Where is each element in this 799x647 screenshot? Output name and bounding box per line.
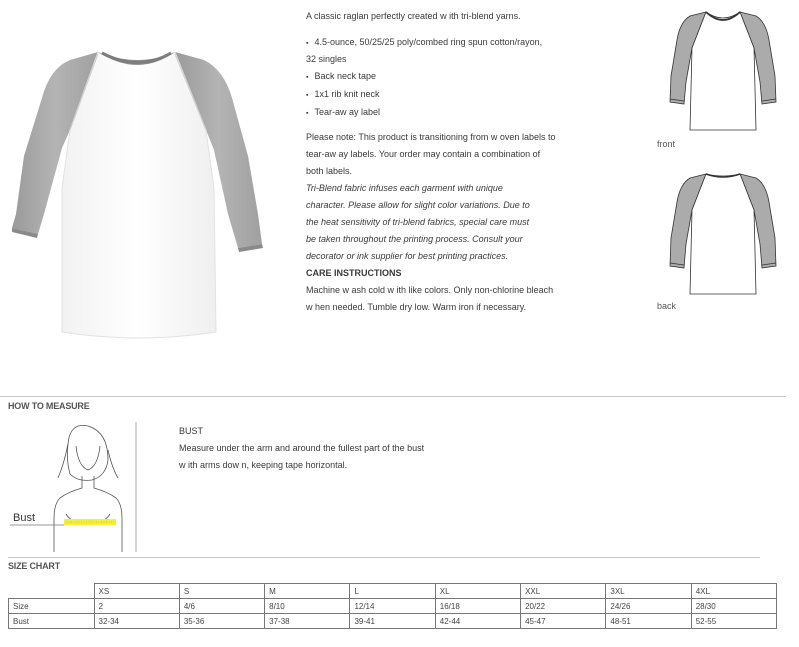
section-divider <box>0 396 786 397</box>
size-header-cell: M <box>265 584 350 599</box>
table-cell: 37-38 <box>265 614 350 629</box>
triblend-line: the heat sensitivity of tri-blend fabrics, special care must <box>306 217 530 227</box>
table-cell: 32-34 <box>94 614 179 629</box>
size-header-cell: 4XL <box>691 584 776 599</box>
feature-item: ▪ Tear-aw ay label <box>306 104 380 122</box>
measure-line: Measure under the arm and around the fullest part of the bust <box>179 443 425 453</box>
product-photo <box>10 38 265 348</box>
measure-line: w ith arms dow n, keeping tape horizontal. <box>179 460 348 470</box>
table-cell: 45-47 <box>521 614 606 629</box>
front-view-drawing <box>668 6 778 134</box>
note-line: both labels. <box>306 166 353 176</box>
table-cell: 8/10 <box>265 599 350 614</box>
triblend-line: Tri-Blend fabric infuses each garment with unique <box>306 183 503 193</box>
measure-title: BUST <box>179 426 204 436</box>
back-view-drawing <box>668 168 778 298</box>
size-header-cell: XL <box>435 584 520 599</box>
table-cell: 4/6 <box>179 599 264 614</box>
measure-instructions <box>179 423 424 474</box>
table-row <box>9 614 777 629</box>
size-chart-heading: SIZE CHART <box>8 561 61 571</box>
feature-continuation: 32 singles <box>306 54 347 64</box>
size-header-cell: S <box>179 584 264 599</box>
table-cell: 42-44 <box>435 614 520 629</box>
woman-figure-icon <box>8 420 140 554</box>
size-header-cell: XS <box>94 584 179 599</box>
feature-list-rest <box>306 68 380 122</box>
table-cell: 12/14 <box>350 599 435 614</box>
size-header-cell: 3XL <box>606 584 691 599</box>
front-label: front <box>657 139 676 149</box>
feature-item: ▪ 4.5-ounce, 50/25/25 poly/combed ring spun cotton/rayon, <box>306 34 542 52</box>
table-cell: 24/26 <box>606 599 691 614</box>
bust-figure <box>8 420 140 554</box>
product-description: A classic raglan perfectly created w ith tri-blend yarns. <box>306 11 521 21</box>
table-cell: 48-51 <box>606 614 691 629</box>
table-cell: 16/18 <box>435 599 520 614</box>
transition-note <box>306 129 555 316</box>
table-row <box>9 599 777 614</box>
care-line: w hen needed. Tumble dry low. Warm iron if necessary. <box>306 302 527 312</box>
row-label-cell: Size <box>9 599 95 614</box>
table-cell: 35-36 <box>179 614 264 629</box>
table-cell: 52-55 <box>691 614 776 629</box>
table-cell: 2 <box>94 599 179 614</box>
table-cell: 39-41 <box>350 614 435 629</box>
feature-list <box>306 34 542 52</box>
table-row <box>9 584 777 599</box>
care-heading: CARE INSTRUCTIONS <box>306 268 402 278</box>
how-to-measure-heading: HOW TO MEASURE <box>8 401 90 411</box>
row-label-cell: Bust <box>9 614 95 629</box>
triblend-line: be taken throughout the printing process. Consult your <box>306 234 523 244</box>
note-line: Please note: This product is transitioning from w oven labels to <box>306 132 556 142</box>
size-header-cell: XXL <box>521 584 606 599</box>
bust-figure-label: Bust <box>13 512 36 524</box>
note-line: tear-aw ay labels. Your order may contain a combination of <box>306 149 541 159</box>
front-shirt-icon <box>668 6 778 134</box>
section-divider <box>8 557 760 558</box>
raglan-shirt-photo <box>10 38 265 348</box>
feature-item: ▪ Back neck tape <box>306 68 380 86</box>
care-line: Machine w ash cold w ith like colors. Only non-chlorine bleach <box>306 285 554 295</box>
table-corner-cell <box>9 584 95 599</box>
feature-item: ▪ 1x1 rib knit neck <box>306 86 380 104</box>
size-header-cell: L <box>350 584 435 599</box>
size-chart-table <box>8 583 777 629</box>
triblend-line: character. Please allow for slight color variations. Due to <box>306 200 530 210</box>
back-shirt-icon <box>668 168 778 298</box>
triblend-line: decorator or ink supplier for best printing practices. <box>306 251 509 261</box>
back-label: back <box>657 301 677 311</box>
table-cell: 28/30 <box>691 599 776 614</box>
table-cell: 20/22 <box>521 599 606 614</box>
